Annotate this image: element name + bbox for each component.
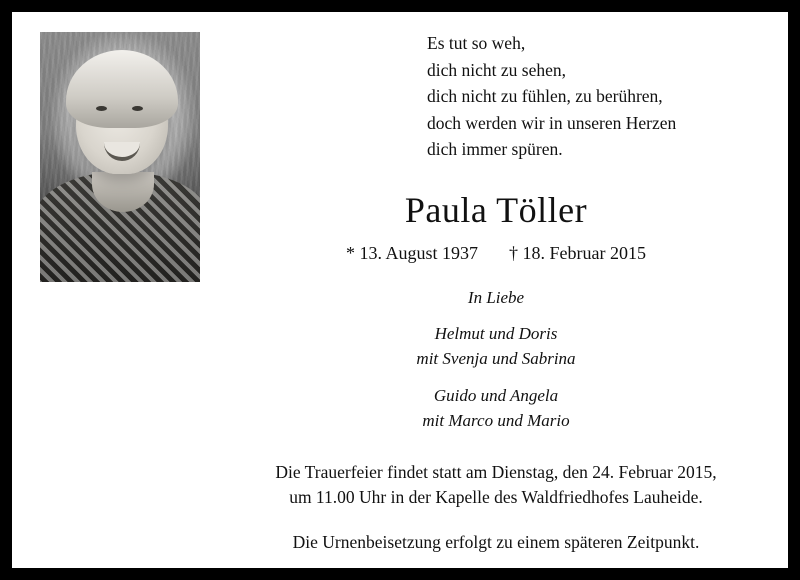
verse-line-4: doch werden wir in unseren Herzen xyxy=(427,112,677,133)
burial-note: Die Urnenbeisetzung erfolgt zu einem späteren Zeitpunkt. xyxy=(292,532,700,553)
dedication-text: In Liebe xyxy=(467,287,525,307)
birth-date: * 13. August 1937 xyxy=(346,242,479,263)
ceremony-line-2: um 11.00 Uhr in der Kapelle des Waldfriedhofes Lauheide. xyxy=(289,486,703,507)
portrait-photo xyxy=(40,32,200,282)
deceased-name: Paula Töller xyxy=(404,189,588,230)
verse-line-2: dich nicht zu sehen, xyxy=(427,59,566,80)
death-date: † 18. Februar 2015 xyxy=(509,242,646,263)
photo-eye-left xyxy=(96,106,107,111)
verse-line-1: Es tut so weh, xyxy=(427,33,526,53)
ceremony-details xyxy=(222,460,770,511)
photo-eye-right xyxy=(132,106,143,111)
family-line-2b: mit Marco und Mario xyxy=(422,410,570,430)
notice-text xyxy=(222,30,770,553)
family-group-2 xyxy=(222,384,770,433)
family-group-1 xyxy=(222,322,770,371)
life-dates xyxy=(222,243,770,264)
family-line-2a: Guido und Angela xyxy=(433,386,559,406)
family-list xyxy=(222,322,770,434)
verse-line-3: dich nicht zu fühlen, zu berühren, xyxy=(427,86,663,107)
family-line-1a: Helmut und Doris xyxy=(434,323,558,343)
ceremony-line-1: Die Trauerfeier findet statt am Dienstag, den 24. Februar 2015, xyxy=(275,461,717,482)
family-line-1b: mit Svenja und Sabrina xyxy=(416,348,576,368)
notice-paper xyxy=(12,12,788,568)
verse-block xyxy=(427,30,770,163)
verse-line-5: dich immer spüren. xyxy=(427,139,563,160)
